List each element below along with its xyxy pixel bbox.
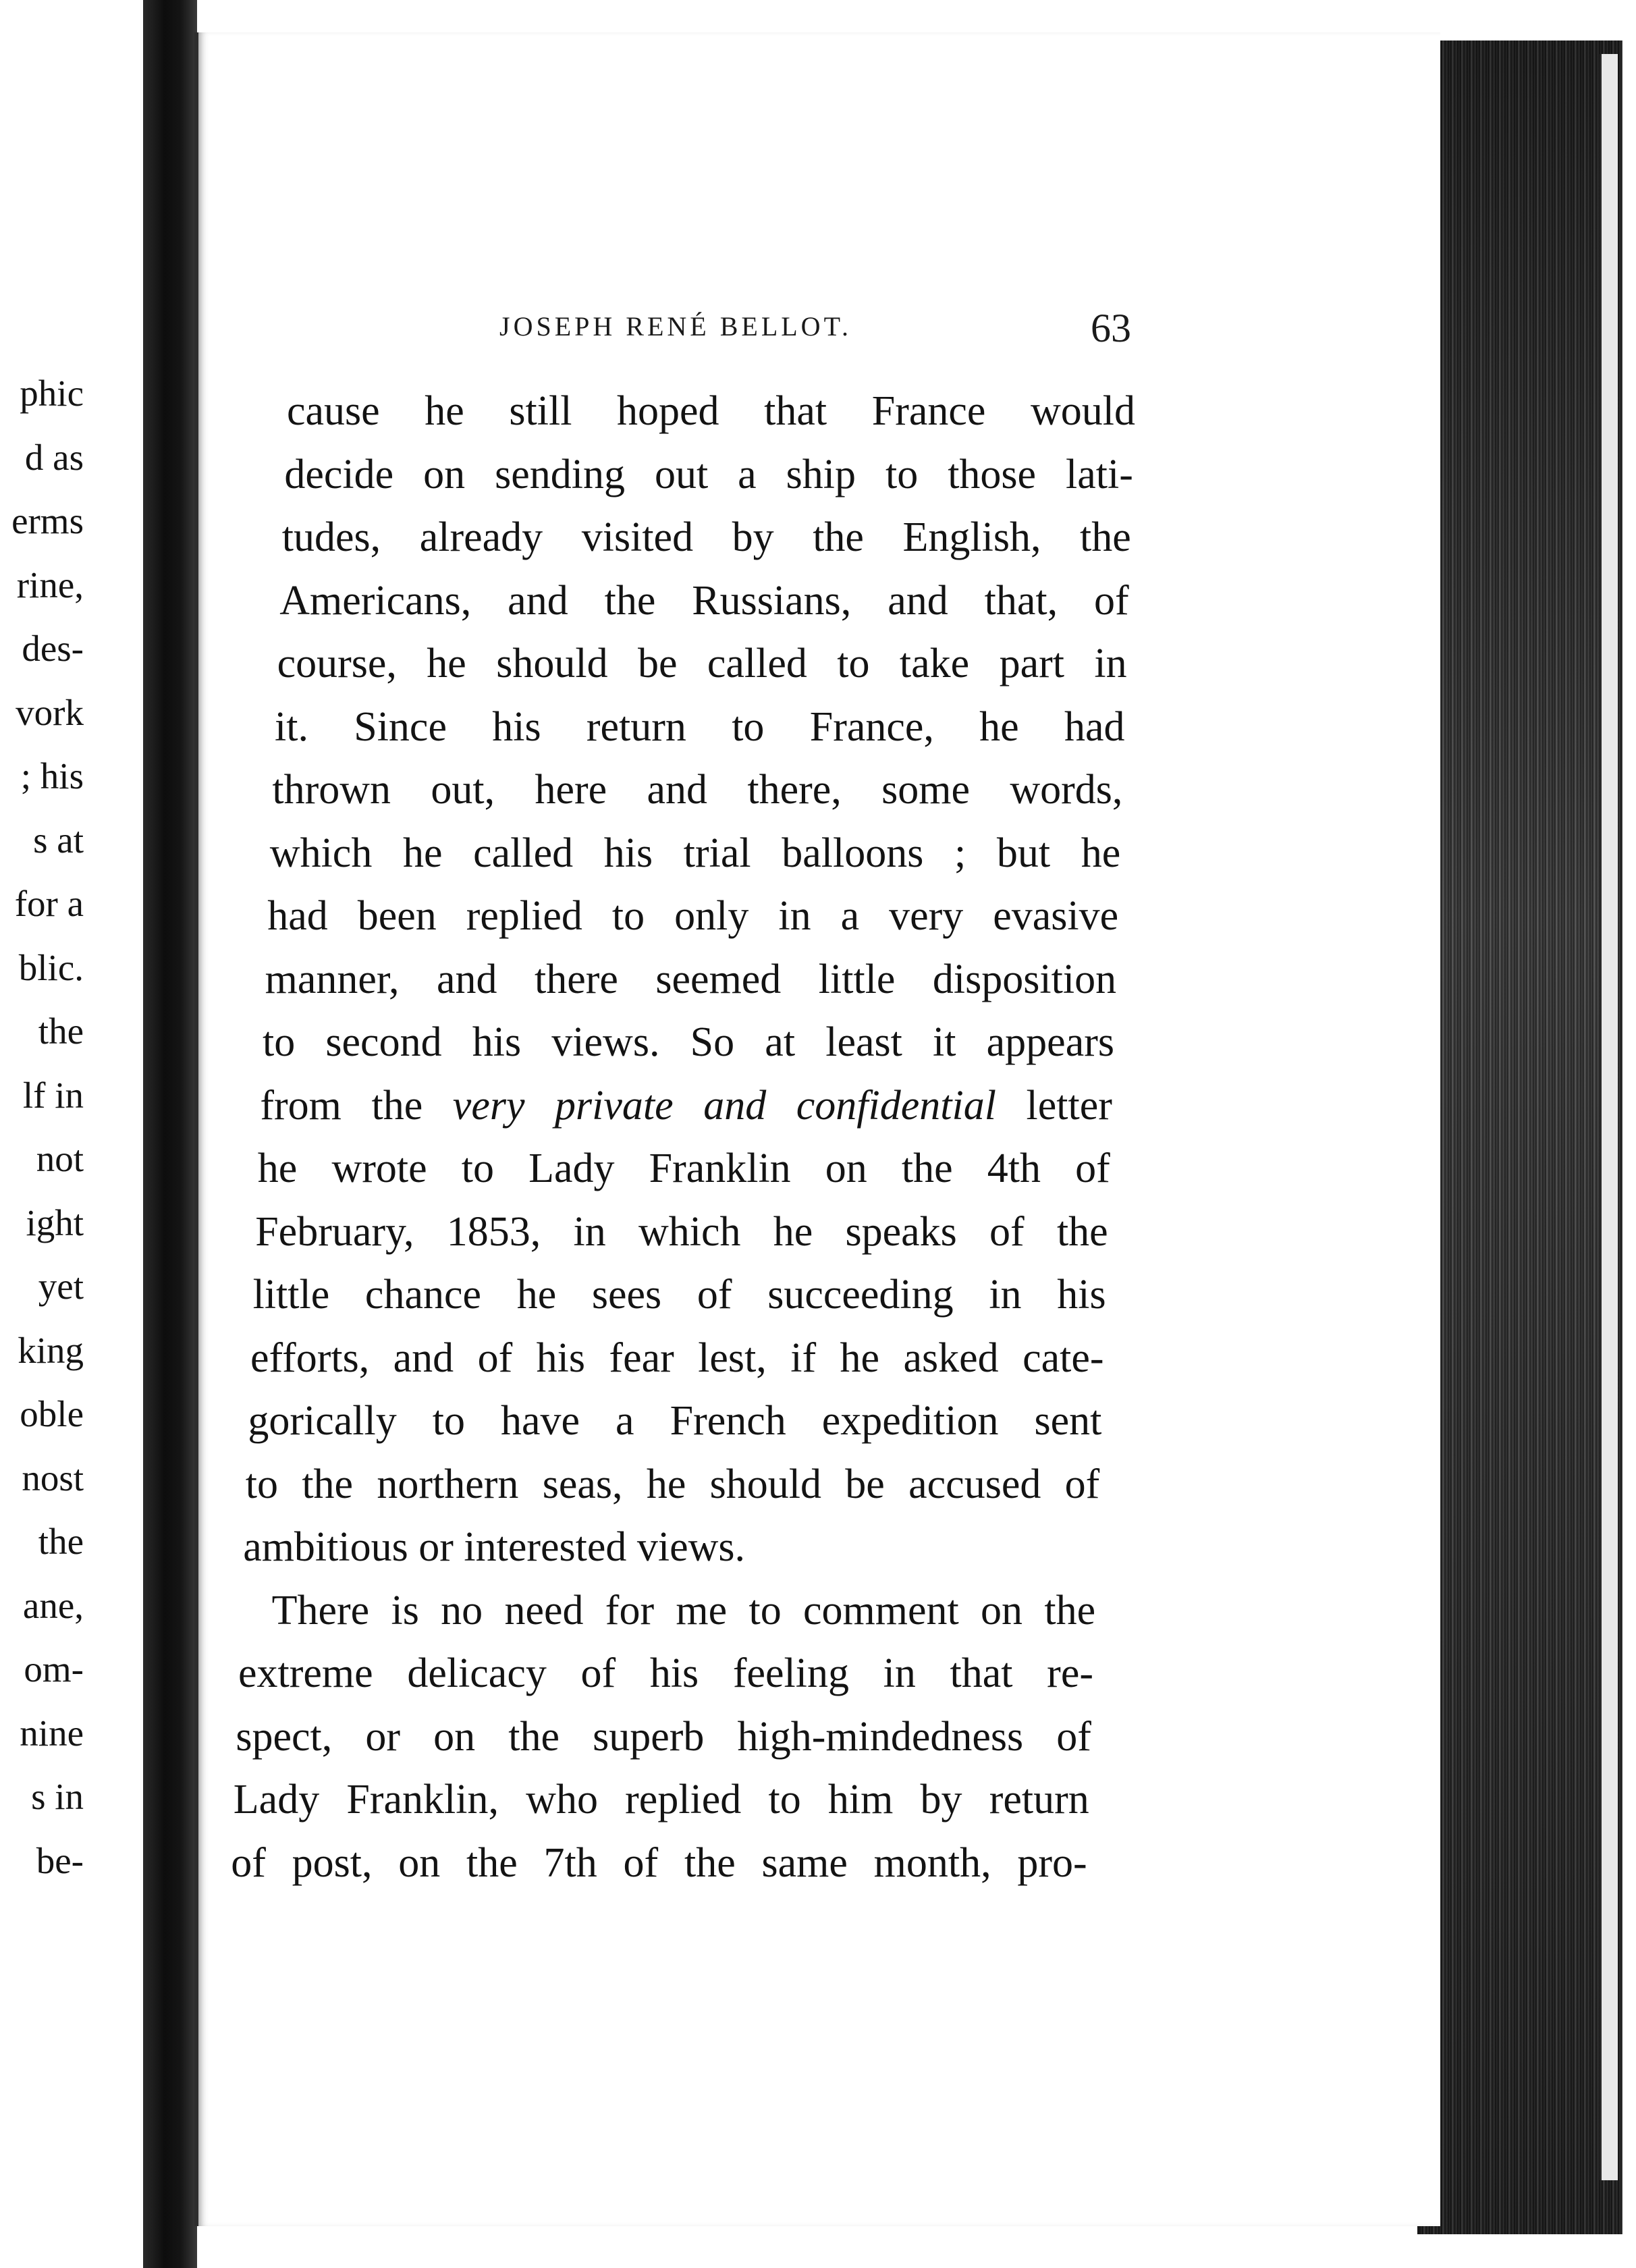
text-line-run: which he called his trial balloons ; but he (269, 830, 1121, 876)
left-page-fragment: be- (36, 1839, 84, 1881)
text-line-run: from the (260, 1082, 453, 1129)
text-line (277, 643, 1127, 684)
left-page-fragment: s at (33, 819, 84, 861)
text-line-run: extreme delicacy of his feeling in that re- (238, 1650, 1093, 1696)
text-line-run: decide on sending out a ship to those lati- (284, 451, 1133, 497)
left-page-fragment: nost (22, 1457, 84, 1498)
left-page-fragment: erms (11, 500, 84, 541)
page-number: 63 (1091, 306, 1131, 350)
left-page-fragment: d as (24, 436, 84, 478)
book-gutter (143, 0, 197, 2268)
text-line (271, 1587, 1096, 1634)
left-page-fragment: om- (24, 1648, 84, 1690)
text-line (238, 1652, 1093, 1694)
left-page-fragment: des- (22, 628, 84, 669)
text-line (243, 1526, 1097, 1568)
text-line (279, 577, 1129, 624)
left-page-fragment: lf in (22, 1074, 84, 1116)
text-line-run: he wrote to Lady Franklin on the 4th of (257, 1145, 1110, 1191)
left-page-fragment: s in (31, 1776, 84, 1817)
left-page-fragment: blic. (18, 946, 84, 988)
text-line-run: tudes, already visited by the English, the (281, 514, 1131, 560)
text-line-run: it. Since his return to France, he had (275, 703, 1125, 750)
text-line-run: gorically to have a French expedition sent (248, 1398, 1102, 1444)
text-line-run: little chance he sees of succeeding in his (252, 1272, 1106, 1318)
text-line (255, 1208, 1108, 1255)
text-line (263, 1021, 1114, 1063)
left-page-fragment: the (38, 1521, 84, 1562)
page-block-outer-edge (1600, 54, 1618, 2180)
text-line-run: of post, on the 7th of the same month, pro- (231, 1839, 1087, 1886)
text-line (236, 1713, 1091, 1760)
left-page-fragment: for a (14, 883, 84, 924)
text-line (231, 1839, 1087, 1886)
running-title: JOSEPH RENÉ BELLOT. (499, 311, 852, 342)
left-page-fragment: ; his (20, 755, 84, 796)
left-page-fragment: not (36, 1138, 84, 1179)
left-page-fragment: yet (38, 1266, 84, 1307)
text-line (248, 1400, 1101, 1442)
text-line-run: thrown out, here and there, some words, (272, 767, 1123, 813)
text-line (287, 390, 1135, 432)
left-page-fragment: ight (26, 1202, 84, 1243)
text-line-run: efforts, and of his fear lest, if he asked cate- (250, 1334, 1104, 1381)
text-line-run: spect, or on the superb high-mindedness of (236, 1713, 1091, 1760)
text-line (246, 1463, 1100, 1505)
main-page (194, 32, 1440, 2226)
text-line-run: ambitious or interested views. (243, 1524, 746, 1570)
left-page-fragment: the (38, 1010, 84, 1052)
text-line-run: February, 1853, in which he speaks of the (255, 1208, 1108, 1255)
text-line-run: Lady Franklin, who replied to him by return (233, 1777, 1089, 1823)
text-line (284, 451, 1133, 497)
text-line-run: had been replied to only in a very evasive (267, 893, 1119, 939)
text-line (282, 516, 1131, 558)
left-page-fragment: oble (20, 1393, 84, 1434)
text-line (272, 769, 1122, 811)
text-line-run: letter (996, 1082, 1112, 1129)
text-line-run: to second his views. So at least it appears (263, 1019, 1114, 1065)
left-page-fragment: king (18, 1329, 84, 1371)
italic-phrase: very private and confidential (452, 1082, 996, 1129)
text-line (233, 1777, 1089, 1823)
text-line-run: Americans, and the Russians, and that, of (279, 577, 1129, 624)
left-facing-page (0, 0, 144, 2268)
text-line (250, 1334, 1104, 1381)
text-line (260, 1082, 1112, 1129)
text-line-run: There is no need for me to comment on the (271, 1587, 1096, 1634)
left-page-fragment: ane, (22, 1584, 84, 1626)
left-page-fragment: nine (20, 1712, 84, 1754)
left-page-fragment: vork (16, 691, 84, 733)
text-line-run: to the northern seas, he should be accused of (245, 1461, 1100, 1507)
text-line-run: course, he should be called to take part in (277, 641, 1127, 686)
text-line (267, 895, 1118, 937)
text-line (257, 1145, 1110, 1191)
text-line-run: manner, and there seemed little disposition (265, 956, 1117, 1002)
text-line-run: cause he still hoped that France would (287, 388, 1135, 434)
left-page-fragment: rine, (16, 564, 84, 605)
text-line (275, 703, 1125, 750)
left-page-fragment: phic (20, 373, 84, 414)
text-line (265, 956, 1117, 1002)
text-line (270, 832, 1121, 874)
text-line (253, 1274, 1106, 1316)
page-block-shading (1417, 40, 1620, 2234)
